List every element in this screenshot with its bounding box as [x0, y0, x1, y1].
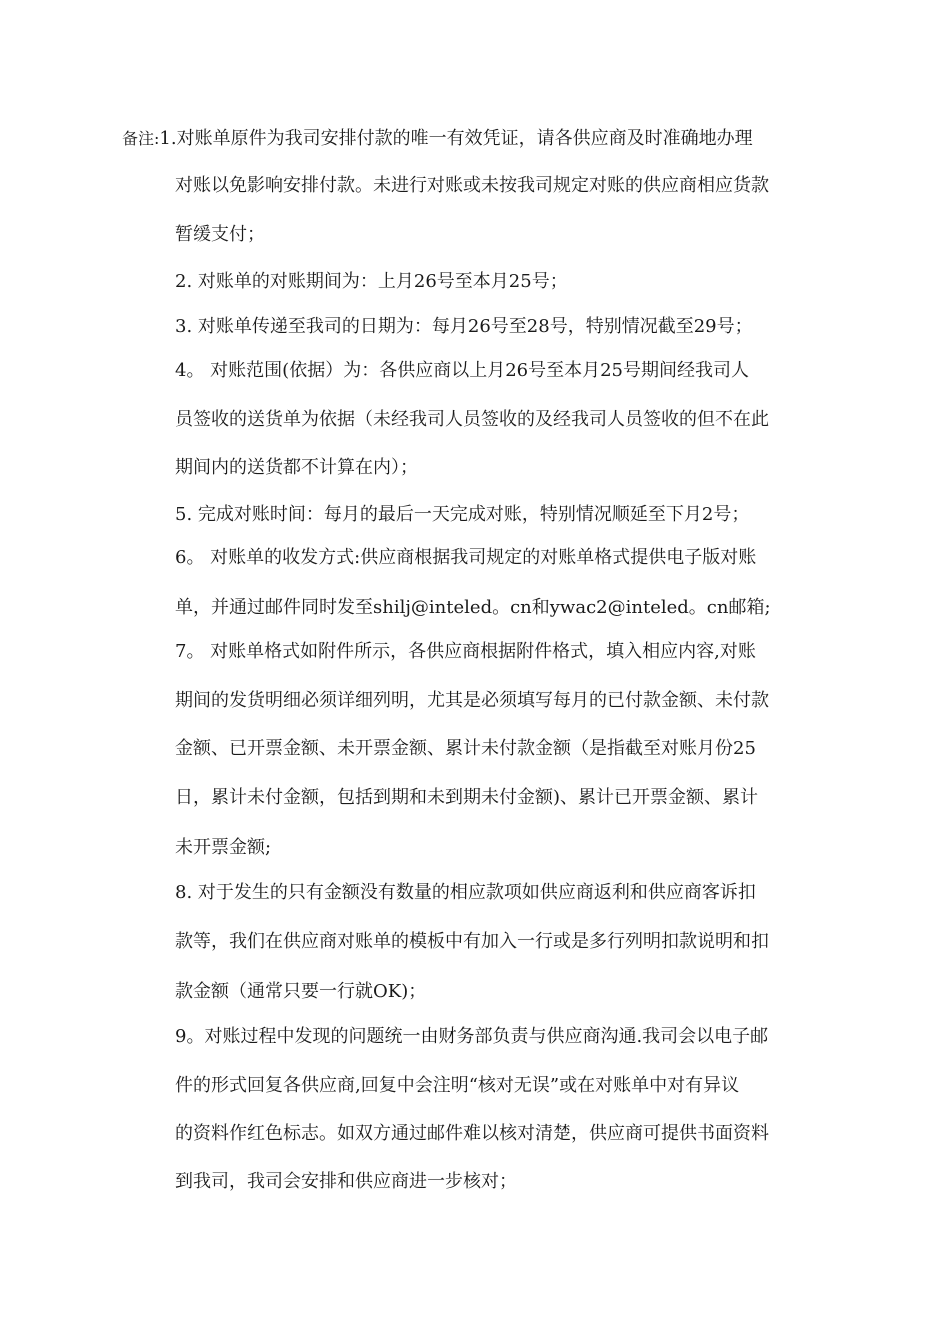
text-line-1	[122, 127, 753, 151]
text-line-2: 对账以免影响安排付款。未进行对账或未按我司规定对账的供应商相应货款	[175, 175, 769, 196]
text-line-4: 2. 对账单的对账期间为：上月26号至本月25号；	[175, 271, 568, 292]
text-line-12: 7。 对账单格式如附件所示，各供应商根据附件格式，填入相应内容,对账	[175, 641, 756, 662]
text-line-7: 员签收的送货单为依据（未经我司人员签收的及经我司人员签收的但不在此	[175, 409, 769, 430]
text-line-23: 到我司，我司会安排和供应商进一步核对；	[175, 1171, 517, 1192]
text-line-13: 期间的发货明细必须详细列明，尤其是必须填写每月的已付款金额、未付款	[175, 690, 769, 711]
note-item-1-text: 1.对账单原件为我司安排付款的唯一有效凭证，请各供应商及时准确地办理	[159, 128, 753, 149]
text-line-8: 期间内的送货都不计算在内）；	[175, 457, 418, 478]
text-line-22: 的资料作红色标志。如双方通过邮件难以核对清楚，供应商可提供书面资料	[175, 1123, 769, 1144]
text-line-18: 款等，我们在供应商对账单的模板中有加入一行或是多行列明扣款说明和扣	[175, 931, 769, 952]
text-line-20: 9。对账过程中发现的问题统一由财务部负责与供应商沟通.我司会以电子邮	[175, 1026, 769, 1047]
text-line-14: 金额、已开票金额、未开票金额、累计未付款金额（是指截至对账月份25	[175, 738, 756, 759]
note-prefix: 备注:	[122, 129, 160, 148]
text-line-6: 4。 对账范围(依据）为：各供应商以上月26号至本月25号期间经我司人	[175, 360, 750, 381]
text-line-19: 款金额（通常只要一行就OK)；	[175, 981, 427, 1002]
text-line-17: 8. 对于发生的只有金额没有数量的相应款项如供应商返利和供应商客诉扣	[175, 882, 756, 903]
text-line-15: 日，累计未付金额，包括到期和未到期未付金额)、累计已开票金额、累计	[175, 787, 759, 808]
text-line-21: 件的形式回复各供应商,回复中会注明“核对无误”或在对账单中对有异议	[175, 1075, 740, 1096]
text-line-9: 5. 完成对账时间：每月的最后一天完成对账，特别情况顺延至下月2号；	[175, 504, 750, 525]
text-line-3: 暂缓支付；	[175, 224, 265, 245]
text-line-16: 未开票金额;	[175, 837, 272, 858]
text-line-10: 6。 对账单的收发方式:供应商根据我司规定的对账单格式提供电子版对账	[175, 547, 757, 568]
text-line-11: 单，并通过邮件同时发至shilj@inteled。cn和ywac2@inteled。cn邮箱;	[175, 597, 771, 618]
text-line-5: 3. 对账单传递至我司的日期为：每月26号至28号，特别情况截至29号；	[175, 316, 753, 337]
